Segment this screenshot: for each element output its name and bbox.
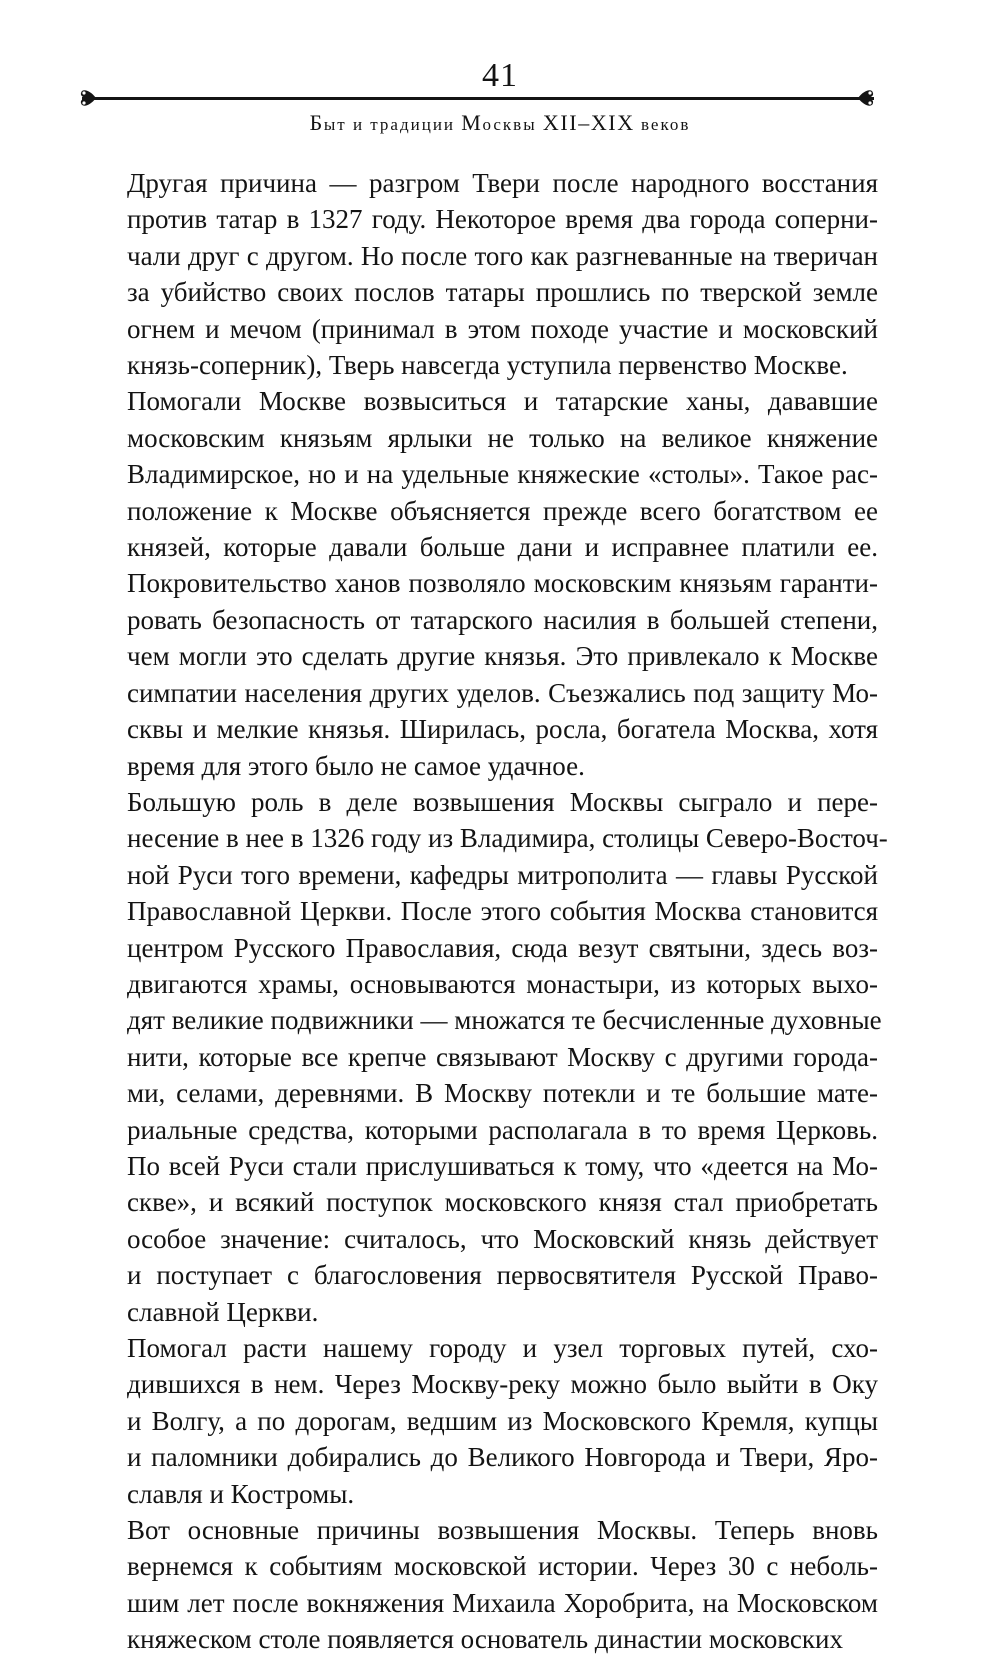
text-line: за убийство своих послов татары прошлись по тверской земле bbox=[127, 277, 878, 308]
text-line: время для этого было не самое удачное. bbox=[127, 750, 585, 781]
running-head bbox=[0, 108, 1000, 140]
text-line: шим лет после вокняжения Михаила Хоробрита, на Московском bbox=[127, 1587, 878, 1618]
text-line: двигаются храмы, основываются монастыри, из которых выхо- bbox=[127, 968, 878, 999]
text-line: Другая причина — разгром Твери после народного восстания bbox=[127, 168, 878, 198]
running-head-cap-1: Б bbox=[309, 110, 324, 135]
text-line: Вот основные причины возвышения Москвы. Теперь вновь bbox=[127, 1515, 878, 1546]
text-line: Помогал расти нашему городу и узел торговых путей, схо- bbox=[127, 1333, 878, 1363]
text-line: скве», и всякий поступок московского князя стал приобретать bbox=[127, 1187, 878, 1218]
right-fleuron-icon bbox=[856, 86, 876, 110]
text-line: чем могли это сделать другие князья. Это привлекало к Москве bbox=[127, 641, 878, 672]
text-line: славля и Костромы. bbox=[127, 1478, 355, 1509]
text-line: дившихся в нем. Через Москву-реку можно было выйти в Оку bbox=[127, 1369, 878, 1400]
paragraph bbox=[82, 165, 878, 383]
text-line: чали друг с другом. Но после того как разгневанные на тверичан bbox=[127, 240, 878, 271]
paragraph bbox=[82, 1330, 878, 1512]
text-line: княжеском столе появляется основатель династии московских bbox=[127, 1624, 843, 1655]
text-line: симпатии населения других уделов. Съезжались под защиту Мо- bbox=[127, 677, 878, 708]
text-line: Православной Церкви. После этого события Москва становится bbox=[127, 896, 878, 927]
running-head-rest-3: веков bbox=[634, 115, 691, 134]
text-line: и Волгу, а по дорогам, ведшим из Московского Кремля, купцы bbox=[127, 1405, 878, 1436]
text-line: Владимирское, но и на удельные княжеские «столы». Такое рас- bbox=[127, 459, 878, 490]
text-line: центром Русского Православия, сюда везут святыни, здесь воз- bbox=[127, 932, 878, 963]
running-head-rest-2: осквы bbox=[482, 115, 543, 134]
paragraph bbox=[82, 784, 888, 1330]
text-line: нити, которые все крепче связывают Москву с другими города- bbox=[127, 1041, 878, 1072]
text-line: Покровительство ханов позволяло московским князьям гаранти- bbox=[127, 568, 878, 599]
text-line: особое значение: считалось, что Московский князь действует bbox=[127, 1223, 878, 1254]
body-text bbox=[82, 165, 888, 1658]
text-line: и поступает с благословения первосвятителя Русской Право- bbox=[127, 1260, 878, 1291]
text-line: риальные средства, которыми располагала в то время Церковь. bbox=[127, 1114, 878, 1145]
text-line: ми, селами, деревнями. В Москву потекли и те большие мате- bbox=[127, 1078, 878, 1109]
text-line: князь-соперник), Тверь навсегда уступила первенство Москве. bbox=[127, 350, 848, 381]
text-line: огнем и мечом (принимал в этом походе участие и московский bbox=[127, 313, 878, 344]
text-line: вернемся к событиям московской истории. Через 30 с неболь- bbox=[127, 1551, 878, 1582]
text-line: московским князьям ярлыки не только на великое княжение bbox=[127, 422, 878, 453]
text-line: ной Руси того времени, кафедры митрополита — главы Русской bbox=[127, 859, 878, 890]
text-line: Большую роль в деле возвышения Москвы сыграло и пере- bbox=[127, 786, 878, 817]
running-head-centuries: XII–XIX bbox=[542, 110, 635, 135]
text-line: По всей Руси стали прислушиваться к тому, что «деется на Мо- bbox=[127, 1150, 878, 1181]
text-line: и паломники добирались до Великого Новгорода и Твери, Яро- bbox=[127, 1442, 878, 1473]
running-head-cap-2: М bbox=[461, 110, 483, 135]
running-head-rest-1: ыт и традиции bbox=[323, 115, 462, 134]
page-number: 41 bbox=[482, 57, 518, 94]
text-line: сквы и мелкие князья. Ширилась, росла, богатела Москва, хотя bbox=[127, 714, 878, 745]
text-line: несение в нее в 1326 году из Владимира, столицы Северо-Восточ- bbox=[127, 823, 888, 854]
text-line: против татар в 1327 году. Некоторое время два города соперни- bbox=[127, 204, 878, 235]
text-line: князей, которые давали больше дани и исправнее платили ее. bbox=[127, 532, 878, 563]
text-line: славной Церкви. bbox=[127, 1296, 319, 1327]
text-line: ровать безопасность от татарского насилия в большей степени, bbox=[127, 604, 878, 635]
text-line: положение к Москве объясняется прежде всего богатством ее bbox=[127, 495, 878, 526]
header-rule bbox=[82, 97, 874, 100]
paragraph bbox=[82, 1512, 878, 1658]
text-line: Помогали Москве возвыситься и татарские ханы, дававшие bbox=[127, 386, 878, 417]
text-line: дят великие подвижники — множатся те бесчисленные духовные bbox=[127, 1005, 882, 1036]
paragraph bbox=[82, 383, 878, 783]
